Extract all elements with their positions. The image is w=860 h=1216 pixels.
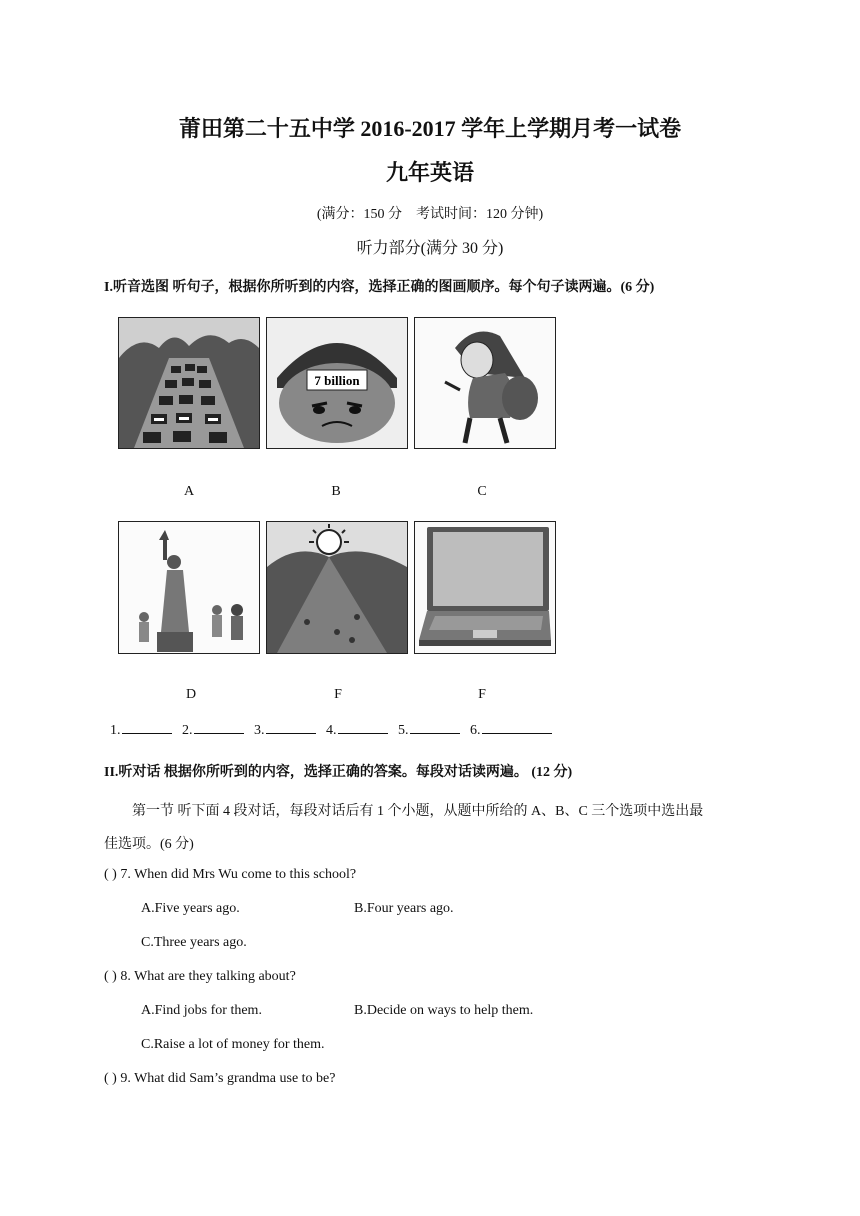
option-7b[interactable]: B.Four years ago. (354, 901, 454, 916)
picture-c-label: C (477, 484, 487, 499)
picture-a (118, 317, 260, 449)
seven-billion-label: 7 billion (314, 373, 360, 388)
answer-slot-5[interactable] (410, 721, 460, 734)
answer-slot-4-label: 4. (326, 723, 337, 738)
option-7c[interactable]: C.Three years ago. (141, 935, 247, 950)
option-7a[interactable]: A.Five years ago. (141, 901, 240, 916)
answer-slot-2-label: 2. (182, 723, 193, 738)
answer-slot-2[interactable] (194, 721, 244, 734)
answer-slot-5-label: 5. (398, 723, 409, 738)
section2-heading: II.听对话 根据你所听到的内容，选择正确的答案。每段对话读两遍。 (12 分) (104, 765, 573, 780)
section2-intro-line1: 第一节 听下面 4 段对话，每段对话后有 1 个小题，从题中所给的 A、B、C 三个选项中选出最 (132, 804, 704, 819)
question-text: 8. What are they talking about? (120, 969, 296, 984)
globe-7-billion-icon (267, 318, 407, 448)
question-7 (104, 867, 356, 883)
picture-e-label: F (334, 687, 342, 702)
section1-heading: I.听音选图 听句子，根据你所听到的内容，选择正确的图画顺序。每个句子读两遍。(6 分) (104, 280, 655, 295)
sun-valley-icon (267, 522, 407, 653)
answer-paren[interactable]: ( ) (104, 1071, 117, 1086)
option-8b[interactable]: B.Decide on ways to help them. (354, 1003, 534, 1018)
picture-d (118, 521, 260, 654)
picture-f (414, 521, 556, 654)
question-8 (104, 969, 296, 985)
picture-b (266, 317, 408, 449)
answer-slot-3-label: 3. (254, 723, 265, 738)
picture-f-label: F (478, 687, 486, 702)
old-woman-icon (415, 318, 555, 448)
answer-slot-3[interactable] (266, 721, 316, 734)
exam-subject: 九年英语 (385, 160, 474, 185)
picture-d-label: D (185, 687, 197, 702)
exam-title: 莆田第二十五中学 2016-2017 学年上学期月考一试卷 (178, 116, 682, 141)
listening-part-heading: 听力部分(满分 30 分) (356, 240, 504, 257)
picture-e (266, 521, 408, 654)
question-text: 7. When did Mrs Wu come to this school? (120, 867, 357, 882)
option-8a[interactable]: A.Find jobs for them. (141, 1003, 262, 1018)
answer-slot-6[interactable] (482, 721, 552, 734)
answer-slot-1-label: 1. (110, 723, 121, 738)
laptop-icon (415, 522, 555, 653)
picture-a-label: A (183, 484, 195, 499)
answer-blanks (110, 721, 552, 739)
answer-slot-4[interactable] (338, 721, 388, 734)
answer-slot-1[interactable] (122, 721, 172, 734)
picture-c (414, 317, 556, 449)
picture-b-label: B (331, 484, 341, 499)
option-8c[interactable]: C.Raise a lot of money for them. (141, 1037, 325, 1052)
question-9 (104, 1071, 335, 1087)
score-info: (满分：150 分 考试时间：120 分钟) (316, 207, 544, 222)
section2-intro-line2: 佳选项。(6 分) (104, 837, 194, 852)
traffic-jam-icon (119, 318, 259, 448)
answer-paren[interactable]: ( ) (104, 867, 117, 882)
statue-of-liberty-icon (119, 522, 259, 653)
answer-paren[interactable]: ( ) (104, 969, 117, 984)
answer-slot-6-label: 6. (470, 723, 481, 738)
question-text: 9. What did Sam’s grandma use to be? (120, 1071, 336, 1086)
